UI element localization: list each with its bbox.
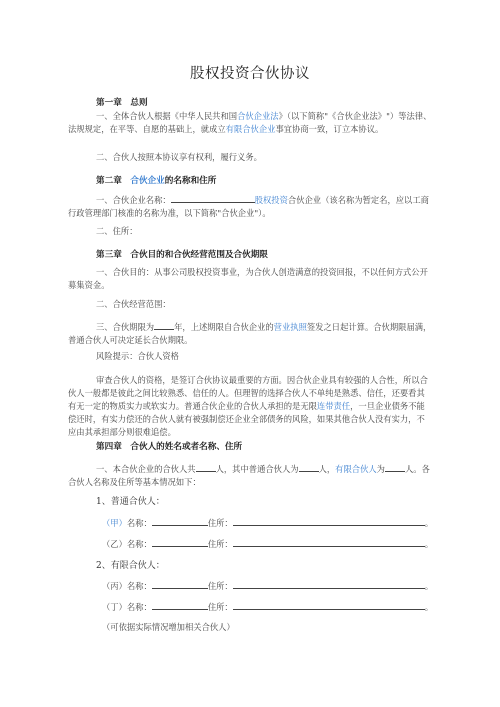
- chapter-1-heading: 第一章 总则: [96, 98, 148, 108]
- partner-row-jia: （甲）名称： 住所： 。: [102, 518, 434, 528]
- partner-tag[interactable]: （甲）: [102, 518, 127, 528]
- link-joint-liability[interactable]: 连带责任: [316, 401, 351, 411]
- blank-general-partners[interactable]: [299, 462, 319, 472]
- link-limited-partnership[interactable]: 有限合伙企业: [225, 124, 276, 134]
- partner-tag: （丙）: [102, 581, 127, 591]
- chapter-4-heading: 第四章 合伙人的姓名或者名称、住所: [96, 442, 243, 452]
- paragraph-6: 二、合伙经营范围：: [96, 299, 171, 309]
- paragraph-2: 二、合伙人按照本协议享有权利，履行义务。: [96, 152, 262, 162]
- partner-tag: （丁）: [102, 602, 127, 612]
- blank-limited-partners[interactable]: [385, 462, 405, 472]
- limited-partners-heading: 2、有限合伙人：: [96, 561, 165, 571]
- link-partnership-law[interactable]: 合伙企业法: [237, 111, 279, 121]
- blank-partner-name[interactable]: [152, 579, 208, 589]
- link-limited-partner[interactable]: 有限合伙人: [335, 464, 377, 474]
- partner-row-bing: （丙）名称： 住所： 。: [102, 581, 434, 591]
- blank-partner-address[interactable]: [233, 579, 425, 589]
- blank-partner-address[interactable]: [233, 537, 425, 547]
- chapter-2-heading: 第二章 合伙企业的名称和住所: [96, 176, 217, 186]
- paragraph-4: 二、住所：: [96, 226, 138, 236]
- paragraph-5: 一、合伙目的：从事公司股权投资事业，为合伙人创造满意的投资回报，不以任何方式公开募集资金。: [68, 267, 428, 290]
- link-equity-investment[interactable]: 股权投资: [254, 195, 288, 205]
- paragraph-3: 一、合伙企业名称： 股权投资合伙企业（该名称为暂定名，应以工商行政管理部门核准的名称为准，以下简称"合伙企业"）。: [68, 195, 429, 218]
- paragraph-risk: 审查合伙人的资格，是签订合伙协议最重要的方面。因合伙企业具有较强的人合性，所以合伙人一般都是彼此之间比较熟悉、信任的人。但理智的选择合伙人不单纯是熟悉、信任，还要看其有无一定的物质实力或软实力。普通合伙企业的合伙人承担的是无限连带责任，一旦企业债务不能偿还时，有实力偿还的合伙人就有被强制偿还企业全部债务的风险，如果其他合伙人没有实力，不应由其承担部分则很难追偿。: [68, 375, 428, 437]
- risk-notice: 风险提示：合伙人资格: [96, 351, 179, 361]
- blank-partner-name[interactable]: [152, 600, 208, 610]
- link-partnership-enterprise[interactable]: 合伙企业: [130, 176, 165, 186]
- general-partners-heading: 1、普通合伙人：: [96, 497, 165, 507]
- document-title: 股权投资合伙协议: [190, 66, 310, 82]
- chapter-3-heading: 第三章 合伙目的和合伙经营范围及合伙期限: [96, 250, 268, 260]
- partner-row-ding: （丁）名称： 住所： 。: [102, 602, 434, 612]
- blank-partner-name[interactable]: [152, 537, 208, 547]
- blank-partner-name[interactable]: [152, 516, 208, 526]
- partner-tag: （乙）: [102, 539, 127, 549]
- blank-term-years[interactable]: [154, 320, 174, 330]
- partner-row-yi: （乙）名称： 住所： 。: [102, 539, 434, 549]
- link-business-license[interactable]: 营业执照: [273, 322, 307, 332]
- blank-enterprise-name[interactable]: [171, 193, 255, 203]
- note-add-partners: （可依据实际情况增加相关合伙人）: [102, 622, 235, 632]
- paragraph-10: 一、本合伙企业的合伙人共 人，其中普通合伙人为 人，有限合伙人为 人。各合伙人名称及住所等基本情况如下：: [68, 464, 430, 487]
- blank-total-partners[interactable]: [196, 462, 216, 472]
- blank-partner-address[interactable]: [233, 600, 425, 610]
- blank-partner-address[interactable]: [233, 516, 425, 526]
- paragraph-7: 三、合伙期限为 年，上述期限自合伙企业的营业执照签发之日起计算。合伙期限届满，普通合伙人可决定延长合伙期限。: [68, 322, 432, 345]
- paragraph-1: 一、全体合伙人根据《中华人民共和国合伙企业法》（以下简称"《合伙企业法》"）等法律、法规规定，在平等、自愿的基础上，就成立有限合伙企业事宜协商一致，订立本协议。: [68, 111, 432, 134]
